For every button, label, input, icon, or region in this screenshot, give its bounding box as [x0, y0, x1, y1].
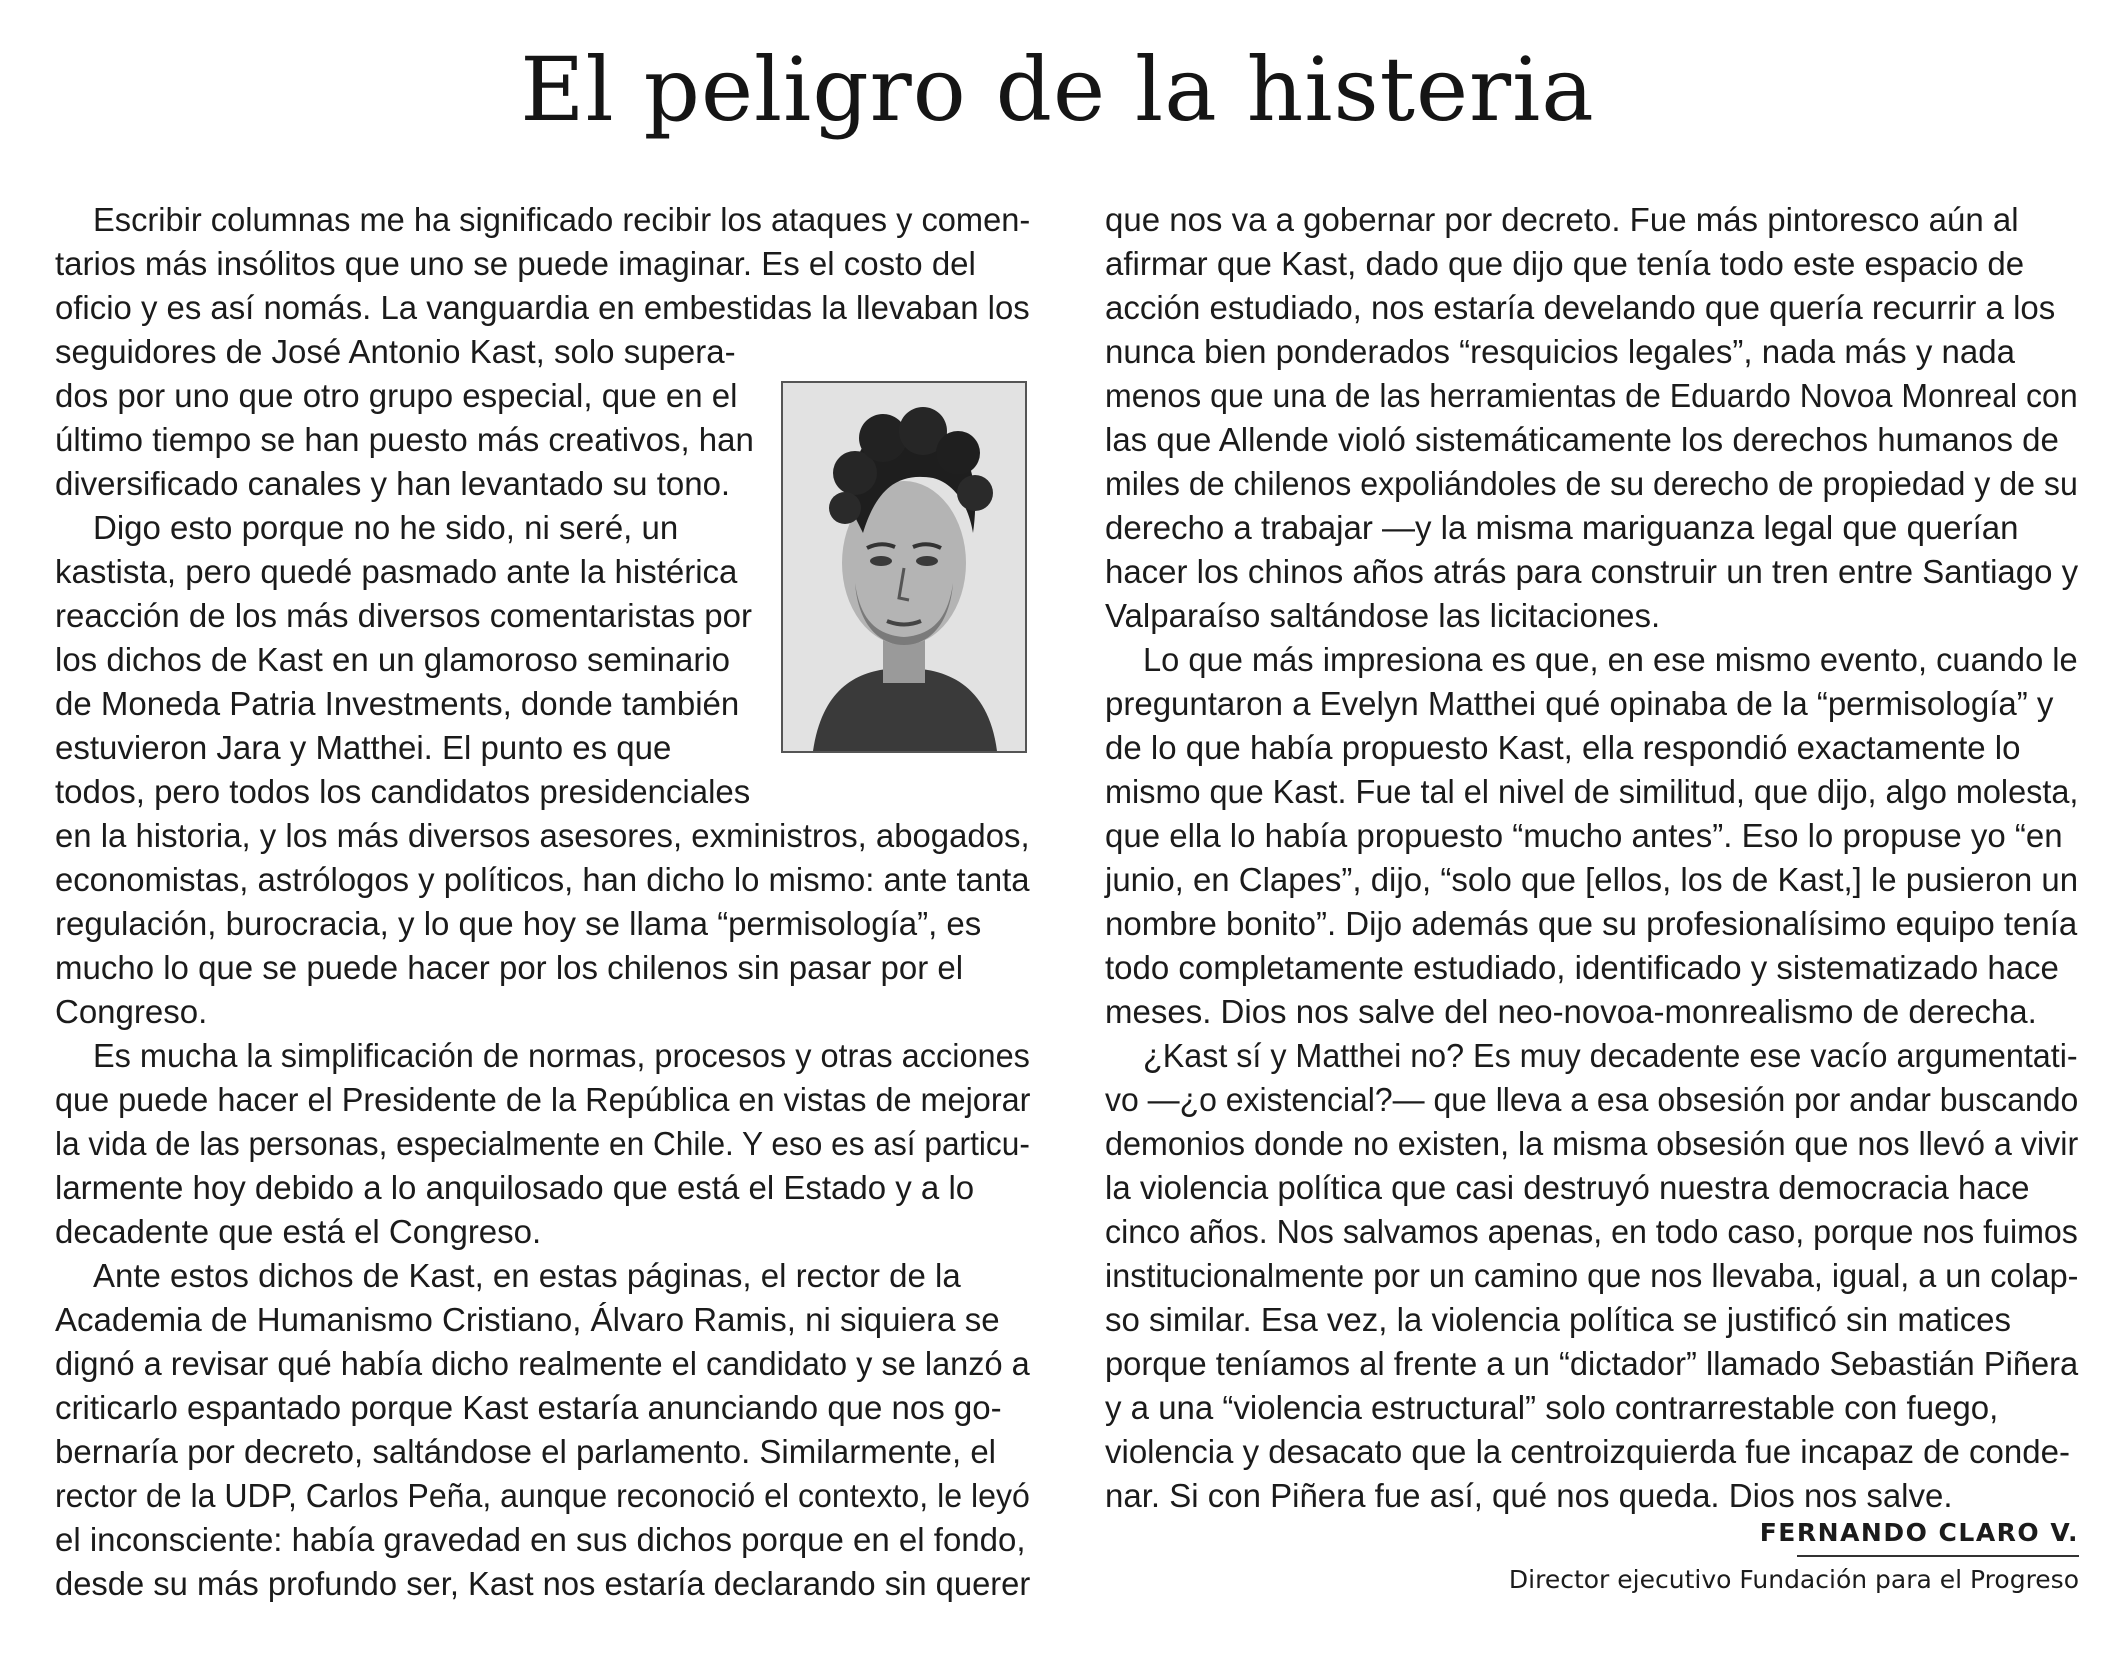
left-line: Digo esto porque no he sido, ni seré, un — [93, 509, 679, 546]
author-role: Director ejecutivo Fundación para el Progreso — [1508, 1565, 2079, 1594]
left-line: de Moneda Patria Investments, donde también — [55, 685, 740, 722]
left-line: diversificado canales y han levantado su tono. — [55, 465, 731, 502]
right-line: la violencia política que casi destruyó nuestra democracia hace — [1105, 1169, 2030, 1206]
right-line: vo —¿o existencial?— que lleva a esa obsesión por andar buscando — [1105, 1081, 2079, 1118]
right-line: que nos va a gobernar por decreto. Fue más pintoresco aún al — [1105, 201, 2019, 238]
left-line: rector de la UDP, Carlos Peña, aunque reconoció el contexto, le leyó — [55, 1477, 1030, 1514]
left-line: Escribir columnas me ha significado recibir los ataques y comen- — [93, 201, 1031, 238]
right-line: de lo que había propuesto Kast, ella respondió exactamente lo — [1105, 729, 2021, 766]
left-line: último tiempo se han puesto más creativos, han — [55, 421, 754, 458]
left-line: estuvieron Jara y Matthei. El punto es que — [55, 729, 672, 766]
left-line: bernaría por decreto, saltándose el parlamento. Similarmente, el — [55, 1433, 996, 1470]
left-line: decadente que está el Congreso. — [55, 1213, 542, 1250]
right-line: Valparaíso saltándose las licitaciones. — [1105, 597, 1661, 634]
left-line: reacción de los más diversos comentaristas por — [55, 597, 752, 634]
right-line: derecho a trabajar —y la misma mariguanza legal que querían — [1105, 509, 2019, 546]
right-line: so similar. Esa vez, la violencia política se justificó sin matices — [1105, 1301, 2012, 1338]
left-line: larmente hoy debido a lo anquilosado que está el Estado y a lo — [55, 1169, 975, 1206]
right-line: meses. Dios nos salve del neo-novoa-monrealismo de derecha. — [1105, 993, 2037, 1030]
left-line: los dichos de Kast en un glamoroso seminario — [55, 641, 731, 678]
right-line: todo completamente estudiado, identificado y sistematizado hace — [1105, 949, 2059, 986]
author-divider — [1797, 1555, 2079, 1557]
left-line: desde su más profundo ser, Kast nos estaría declarando sin querer — [55, 1565, 1031, 1602]
left-line: todos, pero todos los candidatos presidenciales — [55, 773, 751, 810]
right-line: institucionalmente por un camino que nos llevaba, igual, a un colap- — [1105, 1257, 2079, 1294]
article-title: El peligro de la histeria — [520, 38, 1595, 141]
right-line: las que Allende violó sistemáticamente los derechos humanos de — [1105, 421, 2059, 458]
right-line: preguntaron a Evelyn Matthei qué opinaba de la “permisología” y — [1105, 685, 2054, 722]
left-line: el inconsciente: había gravedad en sus dichos porque en el fondo, — [55, 1521, 1026, 1558]
author-portrait — [781, 381, 1027, 753]
right-line: violencia y desacato que la centroizquierda fue incapaz de conde- — [1105, 1433, 2070, 1470]
left-line: dignó a revisar qué había dicho realmente el candidato y se lanzó a — [55, 1345, 1030, 1382]
left-line: dos por uno que otro grupo especial, que en el — [55, 377, 738, 414]
right-line: y a una “violencia estructural” solo contrarrestable con fuego, — [1105, 1389, 1999, 1426]
right-line: junio, en Clapes”, dijo, “solo que [ellos, los de Kast,] le pusieron un — [1105, 861, 2079, 898]
left-line: Es mucha la simplificación de normas, procesos y otras acciones — [93, 1037, 1030, 1074]
right-line: Lo que más impresiona es que, en ese mismo evento, cuando le — [1143, 641, 2078, 678]
author-portrait-drawing — [783, 383, 1025, 751]
author-name: FERNANDO CLARO V. — [1759, 1518, 2079, 1547]
left-line: regulación, burocracia, y lo que hoy se llama “permisología”, es — [55, 905, 982, 942]
right-line: que ella lo había propuesto “mucho antes”. Eso lo propuse yo “en — [1105, 817, 2063, 854]
left-line: Ante estos dichos de Kast, en estas páginas, el rector de la — [93, 1257, 961, 1294]
right-line: nunca bien ponderados “resquicios legales”, nada más y nada — [1105, 333, 2015, 370]
left-line: la vida de las personas, especialmente en Chile. Y eso es así particu- — [55, 1125, 1030, 1162]
right-line: cinco años. Nos salvamos apenas, en todo caso, porque nos fuimos — [1105, 1213, 2078, 1250]
left-line: mucho lo que se puede hacer por los chilenos sin pasar por el — [55, 949, 964, 986]
left-line: kastista, pero quedé pasmado ante la histérica — [55, 553, 738, 590]
right-line: nar. Si con Piñera fue así, qué nos queda. Dios nos salve. — [1105, 1477, 1953, 1514]
left-line: tarios más insólitos que uno se puede imaginar. Es el costo del — [55, 245, 976, 282]
left-line: economistas, astrólogos y políticos, han dicho lo mismo: ante tanta — [55, 861, 1030, 898]
right-line: porque teníamos al frente a un “dictador” llamado Sebastián Piñera — [1105, 1345, 2079, 1382]
left-line: Academia de Humanismo Cristiano, Álvaro Ramis, ni siquiera se — [55, 1301, 1000, 1338]
right-line: ¿Kast sí y Matthei no? Es muy decadente ese vacío argumentati- — [1143, 1037, 2078, 1074]
right-line: acción estudiado, nos estaría develando que quería recurrir a los — [1105, 289, 2056, 326]
right-line: hacer los chinos años atrás para construir un tren entre Santiago y — [1105, 553, 2079, 590]
left-line: criticarlo espantado porque Kast estaría anunciando que nos go- — [55, 1389, 1002, 1426]
right-line: demonios donde no existen, la misma obsesión que nos llevó a vivir — [1105, 1125, 2079, 1162]
right-line: afirmar que Kast, dado que dijo que tenía todo este espacio de — [1105, 245, 2025, 282]
left-line: oficio y es así nomás. La vanguardia en embestidas la llevaban los — [55, 289, 1030, 326]
right-line: miles de chilenos expoliándoles de su derecho de propiedad y de su — [1105, 465, 2078, 502]
left-line: seguidores de José Antonio Kast, solo supera- — [55, 333, 736, 370]
right-line: menos que una de las herramientas de Eduardo Novoa Monreal con — [1105, 377, 2078, 414]
left-line: en la historia, y los más diversos asesores, exministros, abogados, — [55, 817, 1030, 854]
left-line: que puede hacer el Presidente de la República en vistas de mejorar — [55, 1081, 1031, 1118]
left-line: Congreso. — [55, 993, 208, 1030]
right-line: nombre bonito”. Dijo además que su profesionalísimo equipo tenía — [1105, 905, 2078, 942]
right-line: mismo que Kast. Fue tal el nivel de similitud, que dijo, algo molesta, — [1105, 773, 2079, 810]
